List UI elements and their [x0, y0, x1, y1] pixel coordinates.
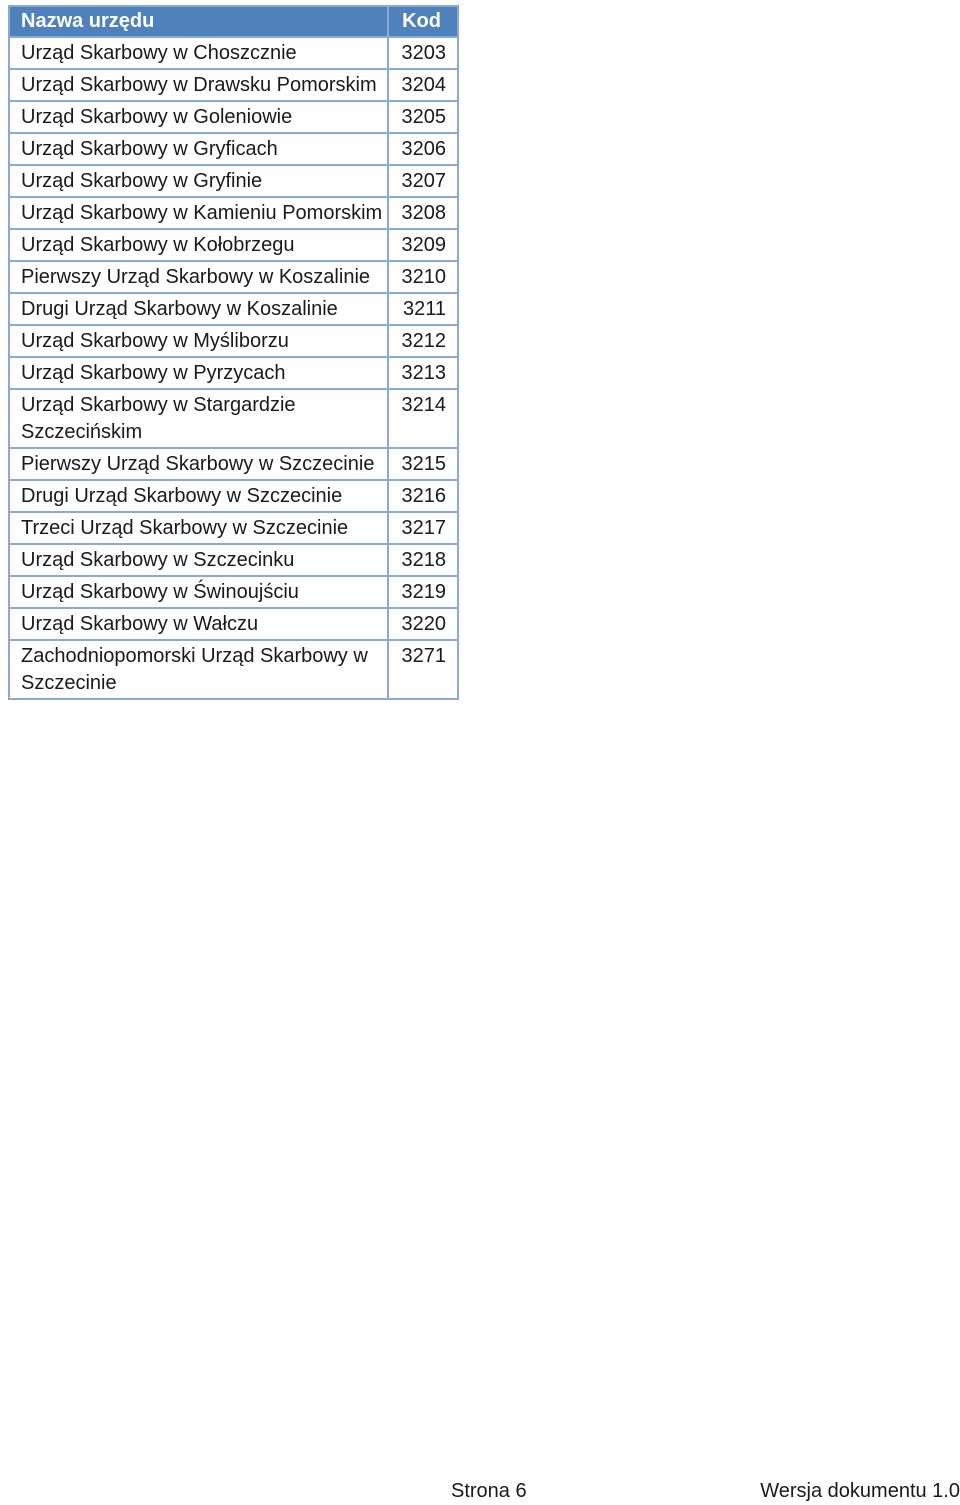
office-name-cell: Urząd Skarbowy w Wałczu — [9, 608, 388, 640]
office-name-cell: Urząd Skarbowy w Gryficach — [9, 133, 388, 165]
office-code-cell: 3204 — [388, 69, 458, 101]
table-row — [9, 197, 458, 229]
table-row — [9, 480, 458, 512]
office-name-cell: Urząd Skarbowy w Kołobrzegu — [9, 229, 388, 261]
office-code-cell: 3217 — [388, 512, 458, 544]
page-number: Strona 6 — [451, 1480, 527, 1502]
office-code-cell: 3213 — [388, 357, 458, 389]
office-name-cell: Urząd Skarbowy w Świnoujściu — [9, 576, 388, 608]
office-code-cell: 3209 — [388, 229, 458, 261]
office-code-cell: 3211 — [388, 293, 458, 325]
table-row — [9, 448, 458, 480]
office-name-cell: Pierwszy Urząd Skarbowy w Koszalinie — [9, 261, 388, 293]
table-body — [9, 37, 458, 699]
office-name-cell: Zachodniopomorski Urząd Skarbowy w Szczecinie — [9, 640, 388, 699]
office-name-cell: Urząd Skarbowy w Pyrzycach — [9, 357, 388, 389]
table-row — [9, 512, 458, 544]
office-name-cell: Urząd Skarbowy w Kamieniu Pomorskim — [9, 197, 388, 229]
office-code-cell: 3219 — [388, 576, 458, 608]
office-name-cell: Urząd Skarbowy w Choszcznie — [9, 37, 388, 69]
table-row — [9, 608, 458, 640]
office-code-cell: 3214 — [388, 389, 458, 448]
table-row — [9, 37, 458, 69]
table-row — [9, 229, 458, 261]
office-code-cell: 3220 — [388, 608, 458, 640]
office-name-cell: Drugi Urząd Skarbowy w Koszalinie — [9, 293, 388, 325]
office-name-cell: Pierwszy Urząd Skarbowy w Szczecinie — [9, 448, 388, 480]
office-code-cell: 3207 — [388, 165, 458, 197]
office-code-cell: 3216 — [388, 480, 458, 512]
office-code-cell: 3271 — [388, 640, 458, 699]
table-row — [9, 389, 458, 448]
table-row — [9, 357, 458, 389]
table-row — [9, 69, 458, 101]
table-row — [9, 293, 458, 325]
table-row — [9, 261, 458, 293]
office-code-cell: 3215 — [388, 448, 458, 480]
office-code-cell: 3212 — [388, 325, 458, 357]
office-name-cell: Urząd Skarbowy w Szczecinku — [9, 544, 388, 576]
table-row — [9, 325, 458, 357]
table-row — [9, 165, 458, 197]
office-code-cell: 3208 — [388, 197, 458, 229]
table-row — [9, 544, 458, 576]
office-code-cell: 3210 — [388, 261, 458, 293]
column-header-code: Kod — [388, 6, 458, 37]
office-code-cell: 3218 — [388, 544, 458, 576]
office-name-cell: Urząd Skarbowy w Gryfinie — [9, 165, 388, 197]
office-code-cell: 3203 — [388, 37, 458, 69]
office-name-cell: Urząd Skarbowy w Myśliborzu — [9, 325, 388, 357]
table-row — [9, 101, 458, 133]
office-code-cell: 3205 — [388, 101, 458, 133]
table-row — [9, 133, 458, 165]
tax-office-table — [8, 5, 459, 700]
office-name-cell: Urząd Skarbowy w Stargardzie Szczecińskim — [9, 389, 388, 448]
table-row — [9, 640, 458, 699]
table-row — [9, 576, 458, 608]
office-name-cell: Trzeci Urząd Skarbowy w Szczecinie — [9, 512, 388, 544]
table-header-row — [9, 6, 458, 37]
office-name-cell: Urząd Skarbowy w Goleniowie — [9, 101, 388, 133]
office-code-cell: 3206 — [388, 133, 458, 165]
document-version: Wersja dokumentu 1.0 — [760, 1480, 960, 1502]
column-header-name: Nazwa urzędu — [9, 6, 388, 37]
office-name-cell: Drugi Urząd Skarbowy w Szczecinie — [9, 480, 388, 512]
office-name-cell: Urząd Skarbowy w Drawsku Pomorskim — [9, 69, 388, 101]
